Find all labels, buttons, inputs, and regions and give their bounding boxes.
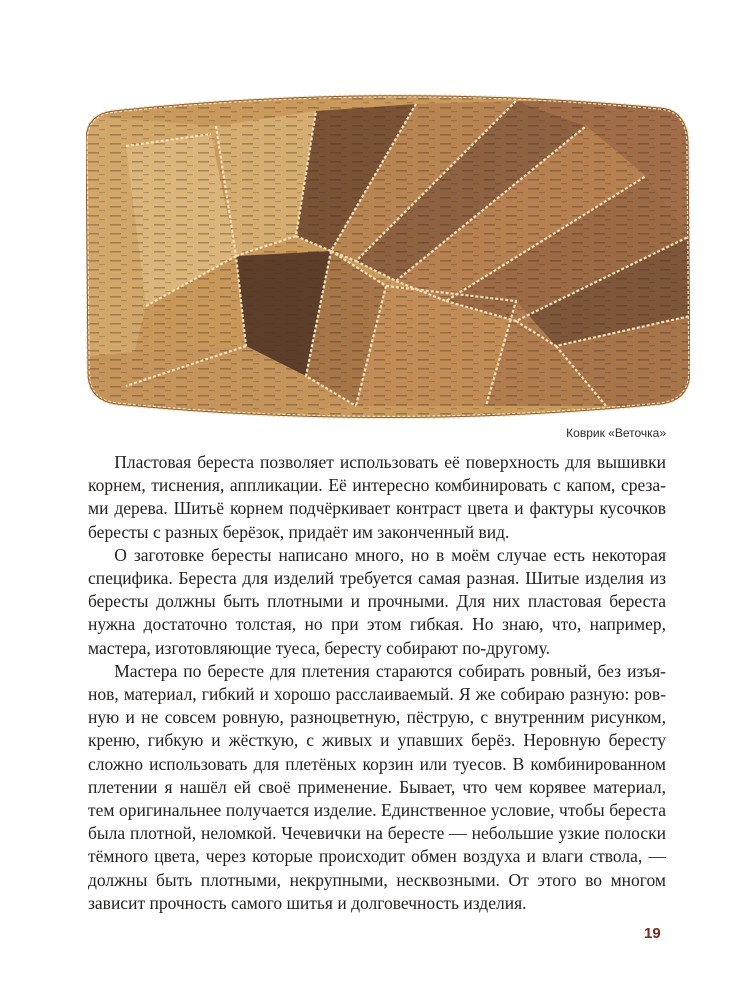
page-number: 19 (644, 925, 661, 942)
paragraph: Пластовая береста позволяет использовать её поверхность для вышивки корнем, тиснения, аппликации. Её интересно комбинировать с капом, срезами дерева. Шитьё корнем подчёркивает контраст цвета и фактуры кусочков бересты с разных берёзок, придаёт им законченный вид. (88, 452, 666, 542)
paragraph: О заготовке бересты написано много, но в моём случае есть некоторая специфика. Береста для изделий требуется самая разная. Шитые изделия из бересты должны быть плотными и прочными. Для них пластовая береста нужна достаточно толстая, но при этом гибкая. Но знаю, что, например, мастера, изготовляющие туеса, бересту собирают по-другому. (88, 544, 666, 658)
figure-caption: Коврик «Веточка» (566, 426, 666, 440)
paragraph: Мастера по бересте для плетения стараются собирать ровный, без изъянов, материал, гибкий и хорошо расслаиваемый. Я же собираю разную: ровную и не совсем ровную, разноцветную, пёструю, с внутренним рисунком, креню, гибкую и жёсткую, с живых и упавших берёз. Неровную бересту сложно использовать для плетёных корзин или туесов. В комбинированном плетении я нашёл ей своё применение. Бывает, что чем корявее материал, тем оригинальнее получается изделие. Единственное условие, чтобы береста была плотной, неломкой. Чечевички на бересте — небольшие узкие полоски тёмного цвета, через которые происходит обмен воздуха и влаги ствола, — должны быть плотными, некрупными, несквозными. От этого во многом зависит прочность самого шитья и долговечность изделия. (88, 660, 666, 913)
birch-bark-mat-icon (86, 86, 690, 426)
body-text (88, 451, 666, 915)
birch-bark-mat-photo (86, 86, 690, 426)
